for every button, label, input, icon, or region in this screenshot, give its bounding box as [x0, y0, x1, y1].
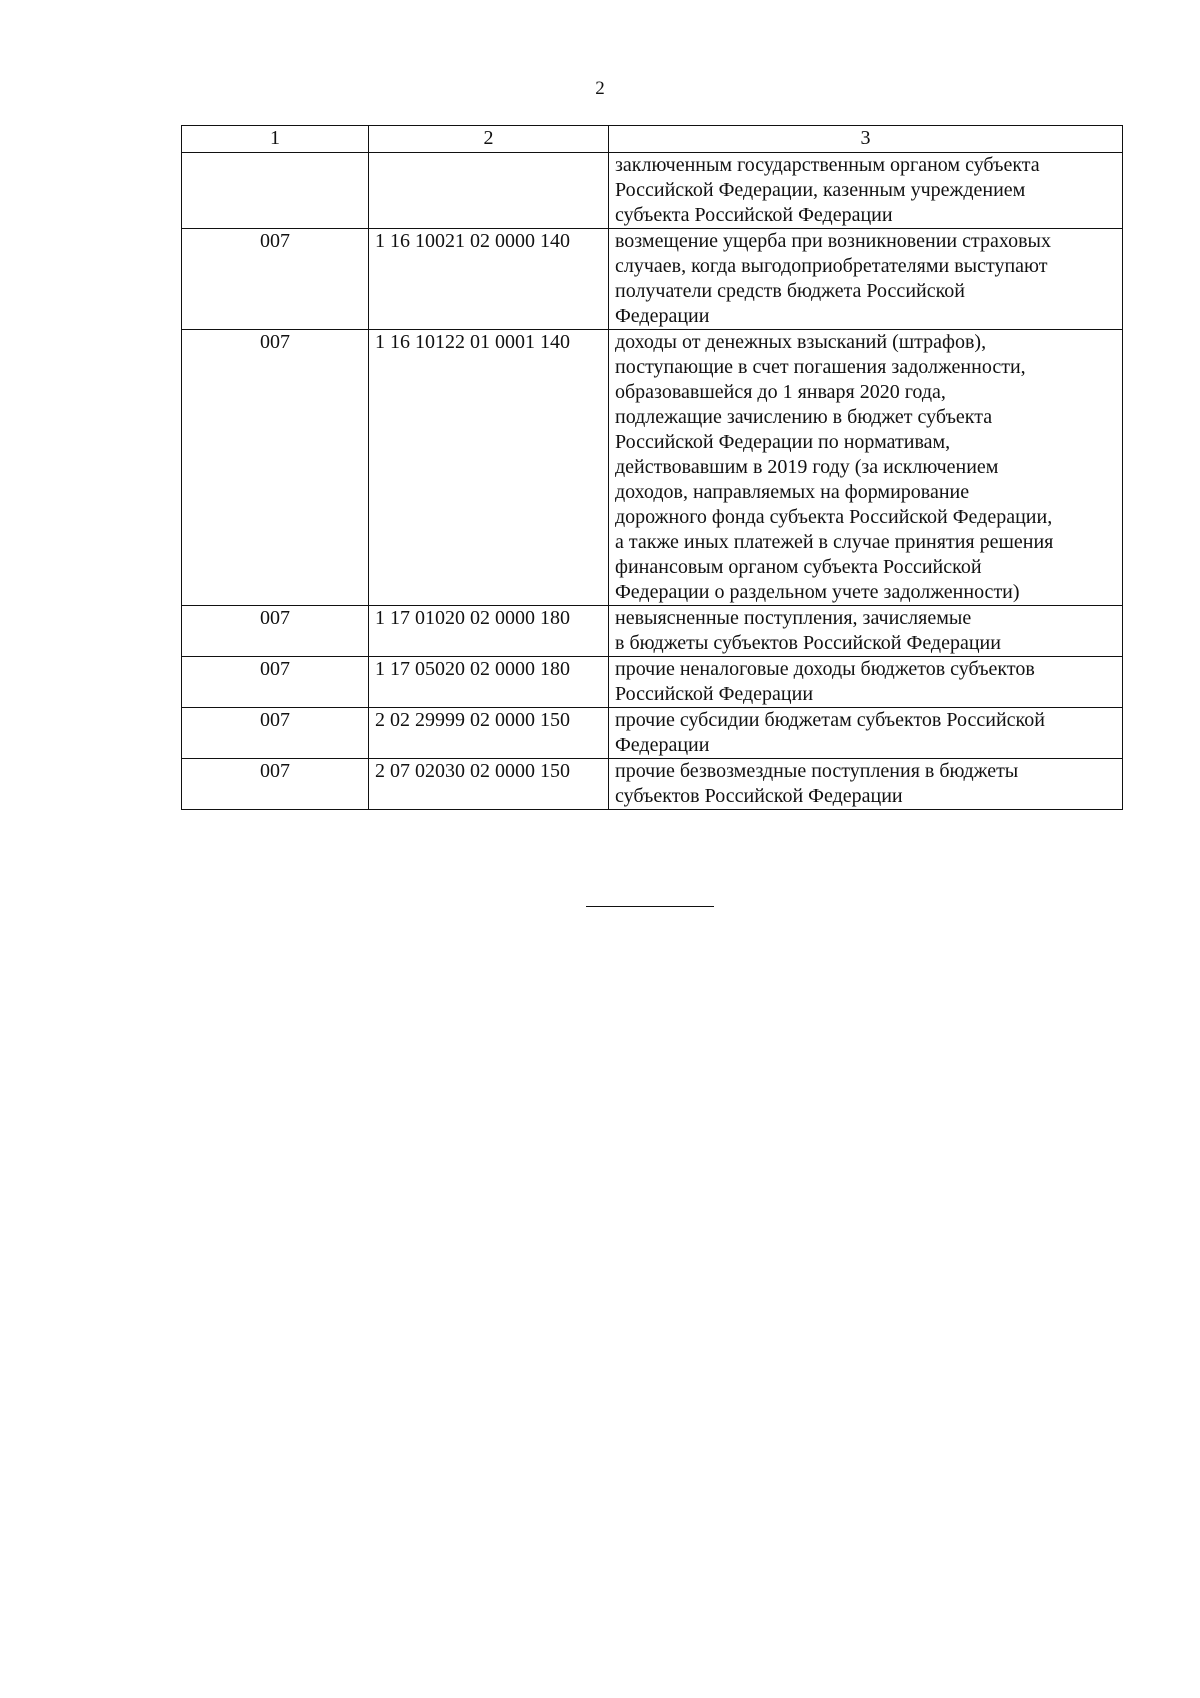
column-header-3: 3	[609, 126, 1123, 153]
description-line: действовавшим в 2019 году (за исключением	[615, 456, 999, 478]
table-row	[182, 657, 1123, 708]
description-line: Российской Федерации по нормативам,	[615, 431, 951, 453]
admin-code-cell: 007	[182, 606, 369, 657]
column-header-1: 1	[182, 126, 369, 153]
description-line: Российской Федерации, казенным учреждением	[615, 179, 1026, 201]
table-row	[182, 229, 1123, 330]
revenue-code-cell: 2 02 29999 02 0000 150	[369, 708, 609, 759]
page-number: 2	[595, 78, 605, 99]
column-header-2: 2	[369, 126, 609, 153]
description-line: образовавшейся до 1 января 2020 года,	[615, 381, 946, 403]
description-line: прочие субсидии бюджетам субъектов Российской	[615, 709, 1045, 731]
description-line: получатели средств бюджета Российской	[615, 280, 965, 302]
admin-code-cell: 007	[182, 657, 369, 708]
revenue-description-cell	[609, 657, 1123, 708]
description-line: Федерации	[615, 305, 710, 327]
admin-code-cell: 007	[182, 759, 369, 810]
description-line: случаев, когда выгодоприобретателями выступают	[615, 255, 1048, 277]
revenue-description-cell	[609, 330, 1123, 606]
description-line: прочие безвозмездные поступления в бюджеты	[615, 760, 1019, 782]
revenue-description-cell	[609, 606, 1123, 657]
revenue-description-cell	[609, 153, 1123, 229]
table-row	[182, 330, 1123, 606]
description-line: поступающие в счет погашения задолженности,	[615, 356, 1026, 378]
revenue-description-cell	[609, 759, 1123, 810]
description-line: Российской Федерации	[615, 683, 814, 705]
revenue-code-cell: 1 16 10021 02 0000 140	[369, 229, 609, 330]
description-line: финансовым органом субъекта Российской	[615, 556, 982, 578]
revenue-codes-table	[181, 125, 1123, 810]
description-line: субъектов Российской Федерации	[615, 785, 903, 807]
description-line: невыясненные поступления, зачисляемые	[615, 607, 972, 629]
revenue-code-cell	[369, 153, 609, 229]
admin-code-cell: 007	[182, 229, 369, 330]
revenue-code-cell: 1 16 10122 01 0001 140	[369, 330, 609, 606]
description-line: Федерации	[615, 734, 710, 756]
description-line: субъекта Российской Федерации	[615, 204, 893, 226]
table-header-row	[182, 126, 1123, 153]
table-row	[182, 708, 1123, 759]
revenue-code-cell: 1 17 05020 02 0000 180	[369, 657, 609, 708]
description-line: подлежащие зачислению в бюджет субъекта	[615, 406, 993, 428]
table-row	[182, 759, 1123, 810]
end-of-document-rule	[586, 906, 714, 907]
admin-code-cell	[182, 153, 369, 229]
revenue-description-cell	[609, 708, 1123, 759]
table-row	[182, 153, 1123, 229]
description-line: доходы от денежных взысканий (штрафов),	[615, 331, 987, 353]
admin-code-cell: 007	[182, 330, 369, 606]
revenue-code-cell: 2 07 02030 02 0000 150	[369, 759, 609, 810]
description-line: возмещение ущерба при возникновении страховых	[615, 230, 1051, 252]
table-row	[182, 606, 1123, 657]
description-line: в бюджеты субъектов Российской Федерации	[615, 632, 1001, 654]
description-line: а также иных платежей в случае принятия решения	[615, 531, 1054, 553]
table-body	[182, 153, 1123, 810]
revenue-description-cell	[609, 229, 1123, 330]
description-line: дорожного фонда субъекта Российской Федерации,	[615, 506, 1053, 528]
admin-code-cell: 007	[182, 708, 369, 759]
description-line: доходов, направляемых на формирование	[615, 481, 970, 503]
description-line: прочие неналоговые доходы бюджетов субъектов	[615, 658, 1035, 680]
description-line: Федерации о раздельном учете задолженности)	[615, 581, 1020, 603]
description-line: заключенным государственным органом субъекта	[615, 154, 1040, 176]
revenue-code-cell: 1 17 01020 02 0000 180	[369, 606, 609, 657]
